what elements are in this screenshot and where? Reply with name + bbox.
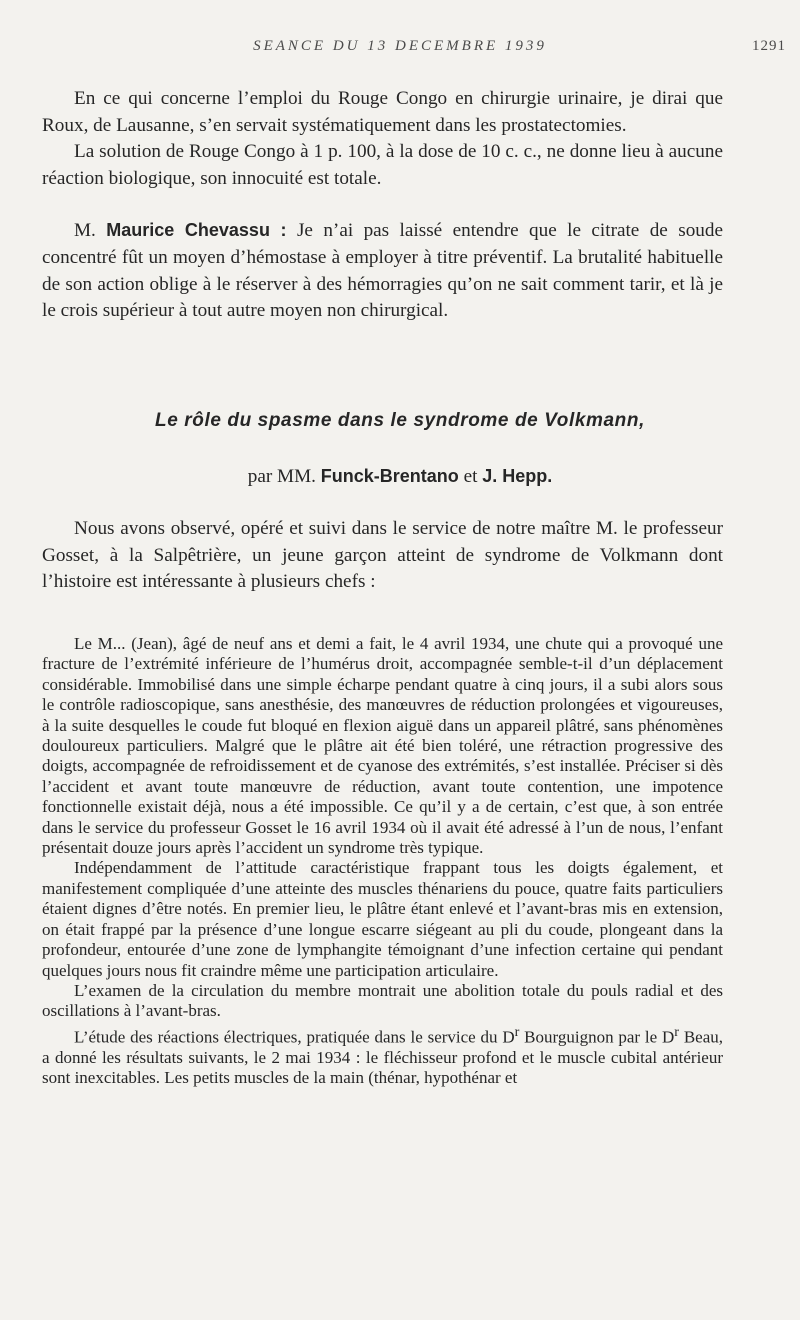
speaker-paragraph	[42, 217, 723, 324]
speaker-text: Je n’ai pas laissé entendre que le citrate de soude concentré fût un moyen d’hémostase à employer à titre préventif. La brutalité habituelle de son action oblige à le réserver à des hémorragies qu’on ne sait comment tarir, et là je le crois supérieur à tout autre moyen non chirurgical.	[42, 220, 723, 322]
author-hepp: J. Hepp.	[482, 466, 553, 486]
byline-prefix: par MM.	[247, 466, 316, 487]
article-heading	[0, 410, 800, 488]
running-head	[0, 38, 800, 62]
case-paragraph: Indépendamment de l’attitude caractéristique frappant tous les doigts également, et manifestement compliquée d’une atteinte des muscles thénariens du pouce, quatre faits particuliers étaient dignes d’être notés. En premier lieu, le plâtre étant enlevé et l’avant-bras mis en extension, on était frappé par la présence d’une longue escarre siégeant au pli du coude, plongeant dans la profondeur, entourée d’une zone de lymphangite témoignant d’une infection certaine qui pendant quelques jours nous fit craindre même une participation articulaire.	[42, 858, 723, 980]
discussion-block	[42, 86, 723, 325]
article-intro-block	[42, 516, 723, 596]
byline	[0, 466, 800, 488]
speaker-prefix: M.	[74, 220, 96, 242]
speaker-name: Maurice Chevassu :	[106, 220, 287, 241]
author-funck-brentano: Funck-Brentano	[320, 466, 459, 486]
article-title: Le rôle du spasme dans le syndrome de Volkmann,	[155, 410, 645, 431]
page-number: 1291	[752, 38, 786, 54]
case-report	[42, 634, 723, 1089]
case-paragraph-electrical: L’étude des réactions électriques, pratiquée dans le service du $D^r$ Bourguignon par le $D^r$ Beau, a donné les résultats suivants, le 2 mai 1934 : le fléchisseur profond et le muscle cubital antérieur sont inexcitables. Les petits muscles de la main (thénar, hypothénar et	[42, 1023, 723, 1088]
case-paragraph: Le M... (Jean), âgé de neuf ans et demi a fait, le 4 avril 1934, une chute qui a provoqué une fracture de l’extrémité inférieure de l’humérus droit, accompagnée semble-t-il d’un déplacement considérable. Immobilisé dans une simple écharpe pendant quatre à cinq jours, il a subi alors sous le contrôle radioscopique, sans anesthésie, des manœuvres de réduction prolongées et vigoureuses, à la suite desquelles le coude fut bloqué en flexion aiguë dans un appareil plâtré, sans phénomènes douloureux particuliers. Malgré que le plâtre ait été bien toléré, une rétraction progressive des doigts, accompagnée de refroidissement et de cyanose des extrémités, s’est installée. Préciser si dès l’accident et avant toute manœuvre de réduction, avant toute contention, une impotence fonctionnelle existait déjà, nous a été impossible. Ce qu’il y a de certain, c’est que, à son entrée dans le service du professeur Gosset le 16 avril 1934 où il avait été adressé à l’un de nous, l’enfant présentait douze jours après l’accident un syndrome très typique.	[42, 634, 723, 858]
discussion-paragraph: La solution de Rouge Congo à 1 p. 100, à la dose de 10 c. c., ne donne lieu à aucune réaction biologique, son innocuité est totale.	[42, 141, 723, 189]
case-paragraph: L’examen de la circulation du membre montrait une abolition totale du pouls radial et des oscillations à l’avant-bras.	[42, 980, 723, 1021]
article-intro: Nous avons observé, opéré et suivi dans le service de notre maître M. le professeur Gosset, à la Salpêtrière, un jeune garçon atteint de syndrome de Volkmann dont l’histoire est intéressante à plusieurs chefs :	[42, 518, 723, 593]
byline-and: et	[463, 466, 478, 487]
running-title: SEANCE DU 13 DECEMBRE 1939	[253, 38, 547, 54]
discussion-paragraph: En ce qui concerne l’emploi du Rouge Congo en chirurgie urinaire, je dirai que Roux, de Lausanne, s’en servait systématiquement dans les prostatectomies.	[42, 88, 723, 136]
